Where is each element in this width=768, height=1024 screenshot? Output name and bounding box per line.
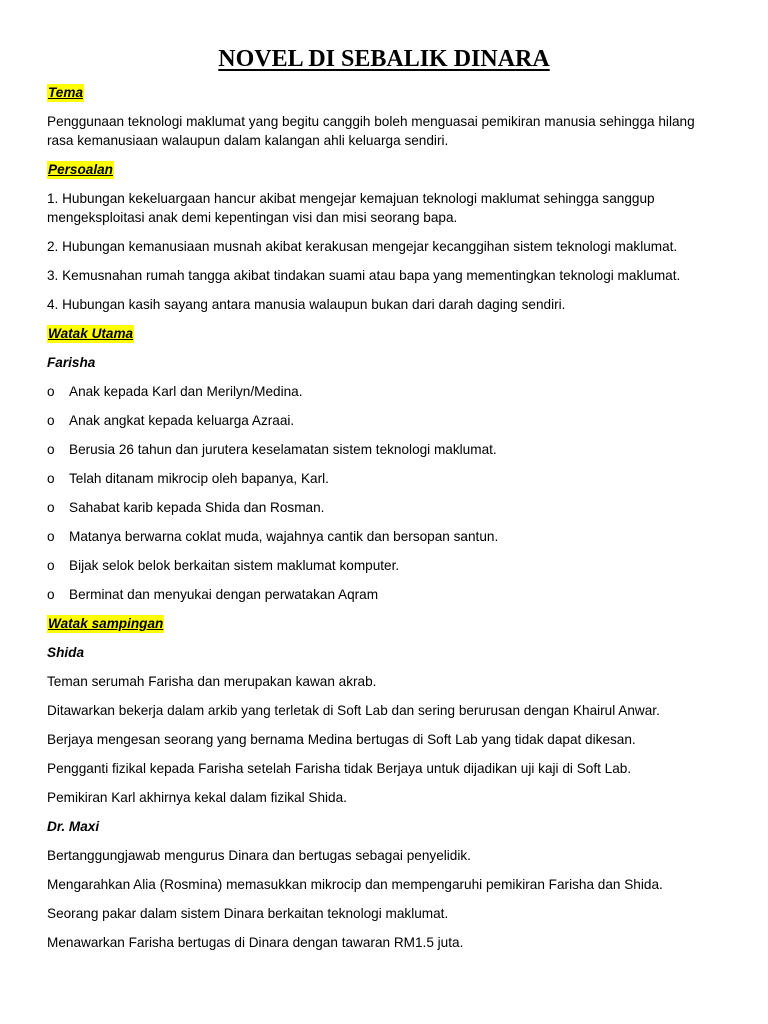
farisha-bullet-7 <box>47 557 399 575</box>
farisha-bullet-5 <box>47 499 324 517</box>
bullet-marker: o <box>47 500 55 515</box>
farisha-bullet-3 <box>47 441 497 459</box>
shida-line-2: Ditawarkan bekerja dalam arkib yang terletak di Soft Lab dan sering berurusan dengan Khairul Anwar. <box>47 703 660 718</box>
bullet-marker: o <box>47 558 55 573</box>
bullet-text: Matanya berwarna coklat muda, wajahnya cantik dan bersopan santun. <box>69 529 499 544</box>
tema-heading: Tema <box>48 85 84 100</box>
tema-text-line-2: rasa kemanusiaan walaupun dalam kalangan ahli keluarga sendiri. <box>47 133 449 148</box>
tema-text-line-1: Penggunaan teknologi maklumat yang begitu canggih boleh menguasai pemikiran manusia sehingga hilang <box>47 114 695 129</box>
shida-line-1: Teman serumah Farisha dan merupakan kawan akrab. <box>47 674 377 689</box>
shida-line-5: Pemikiran Karl akhirnya kekal dalam fizikal Shida. <box>47 790 347 805</box>
bullet-text: Berminat dan menyukai dengan perwatakan Aqram <box>69 587 379 602</box>
bullet-text: Telah ditanam mikrocip oleh bapanya, Karl. <box>69 471 329 486</box>
persoalan-heading: Persoalan <box>48 162 113 177</box>
farisha-name: Farisha <box>47 355 96 370</box>
farisha-bullet-4 <box>47 470 329 488</box>
farisha-bullet-6 <box>47 528 498 546</box>
dr-maxi-name: Dr. Maxi <box>47 819 100 834</box>
shida-line-3: Berjaya mengesan seorang yang bernama Medina bertugas di Soft Lab yang tidak dapat dikesan. <box>47 732 636 747</box>
dr-maxi-line-4: Menawarkan Farisha bertugas di Dinara dengan tawaran RM1.5 juta. <box>47 935 464 950</box>
document-title: NOVEL DI SEBALIK DINARA <box>218 46 550 72</box>
bullet-marker: o <box>47 529 55 544</box>
bullet-marker: o <box>47 413 55 428</box>
farisha-bullet-1 <box>47 383 303 401</box>
bullet-marker: o <box>47 471 55 486</box>
persoalan-item-1-line-1: 1. Hubungan kekeluargaan hancur akibat mengejar kemajuan teknologi maklumat sehingga sanggup <box>47 191 655 206</box>
persoalan-item-4: 4. Hubungan kasih sayang antara manusia walaupun bukan dari darah daging sendiri. <box>47 297 566 312</box>
bullet-text: Berusia 26 tahun dan jurutera keselamatan sistem teknologi maklumat. <box>69 442 497 457</box>
bullet-marker: o <box>47 587 55 602</box>
watak-utama-heading: Watak Utama <box>48 326 134 341</box>
persoalan-item-3: 3. Kemusnahan rumah tangga akibat tindakan suami atau bapa yang mementingkan teknologi maklumat. <box>47 268 681 283</box>
bullet-text: Sahabat karib kepada Shida dan Rosman. <box>69 500 325 515</box>
shida-name: Shida <box>47 645 85 660</box>
dr-maxi-line-3: Seorang pakar dalam sistem Dinara berkaitan teknologi maklumat. <box>47 906 449 921</box>
farisha-bullet-2 <box>47 412 294 430</box>
bullet-marker: o <box>47 384 55 399</box>
farisha-bullet-8 <box>47 586 378 604</box>
bullet-text: Anak kepada Karl dan Merilyn/Medina. <box>69 384 303 399</box>
shida-line-4: Pengganti fizikal kepada Farisha setelah Farisha tidak Berjaya untuk dijadikan uji kaji di Soft Lab. <box>47 761 632 776</box>
dr-maxi-line-2: Mengarahkan Alia (Rosmina) memasukkan mikrocip dan mempengaruhi pemikiran Farisha dan Shida. <box>47 877 663 892</box>
persoalan-item-2: 2. Hubungan kemanusiaan musnah akibat kerakusan mengejar kecanggihan sistem teknologi maklumat. <box>47 239 678 254</box>
persoalan-item-1-line-2: mengeksploitasi anak demi kepentingan visi dan misi seorang bapa. <box>47 210 458 225</box>
bullet-text: Anak angkat kepada keluarga Azraai. <box>69 413 295 428</box>
watak-sampingan-heading: Watak sampingan <box>48 616 164 631</box>
bullet-marker: o <box>47 442 55 457</box>
dr-maxi-line-1: Bertanggungjawab mengurus Dinara dan bertugas sebagai penyelidik. <box>47 848 471 863</box>
bullet-text: Bijak selok belok berkaitan sistem maklumat komputer. <box>69 558 400 573</box>
